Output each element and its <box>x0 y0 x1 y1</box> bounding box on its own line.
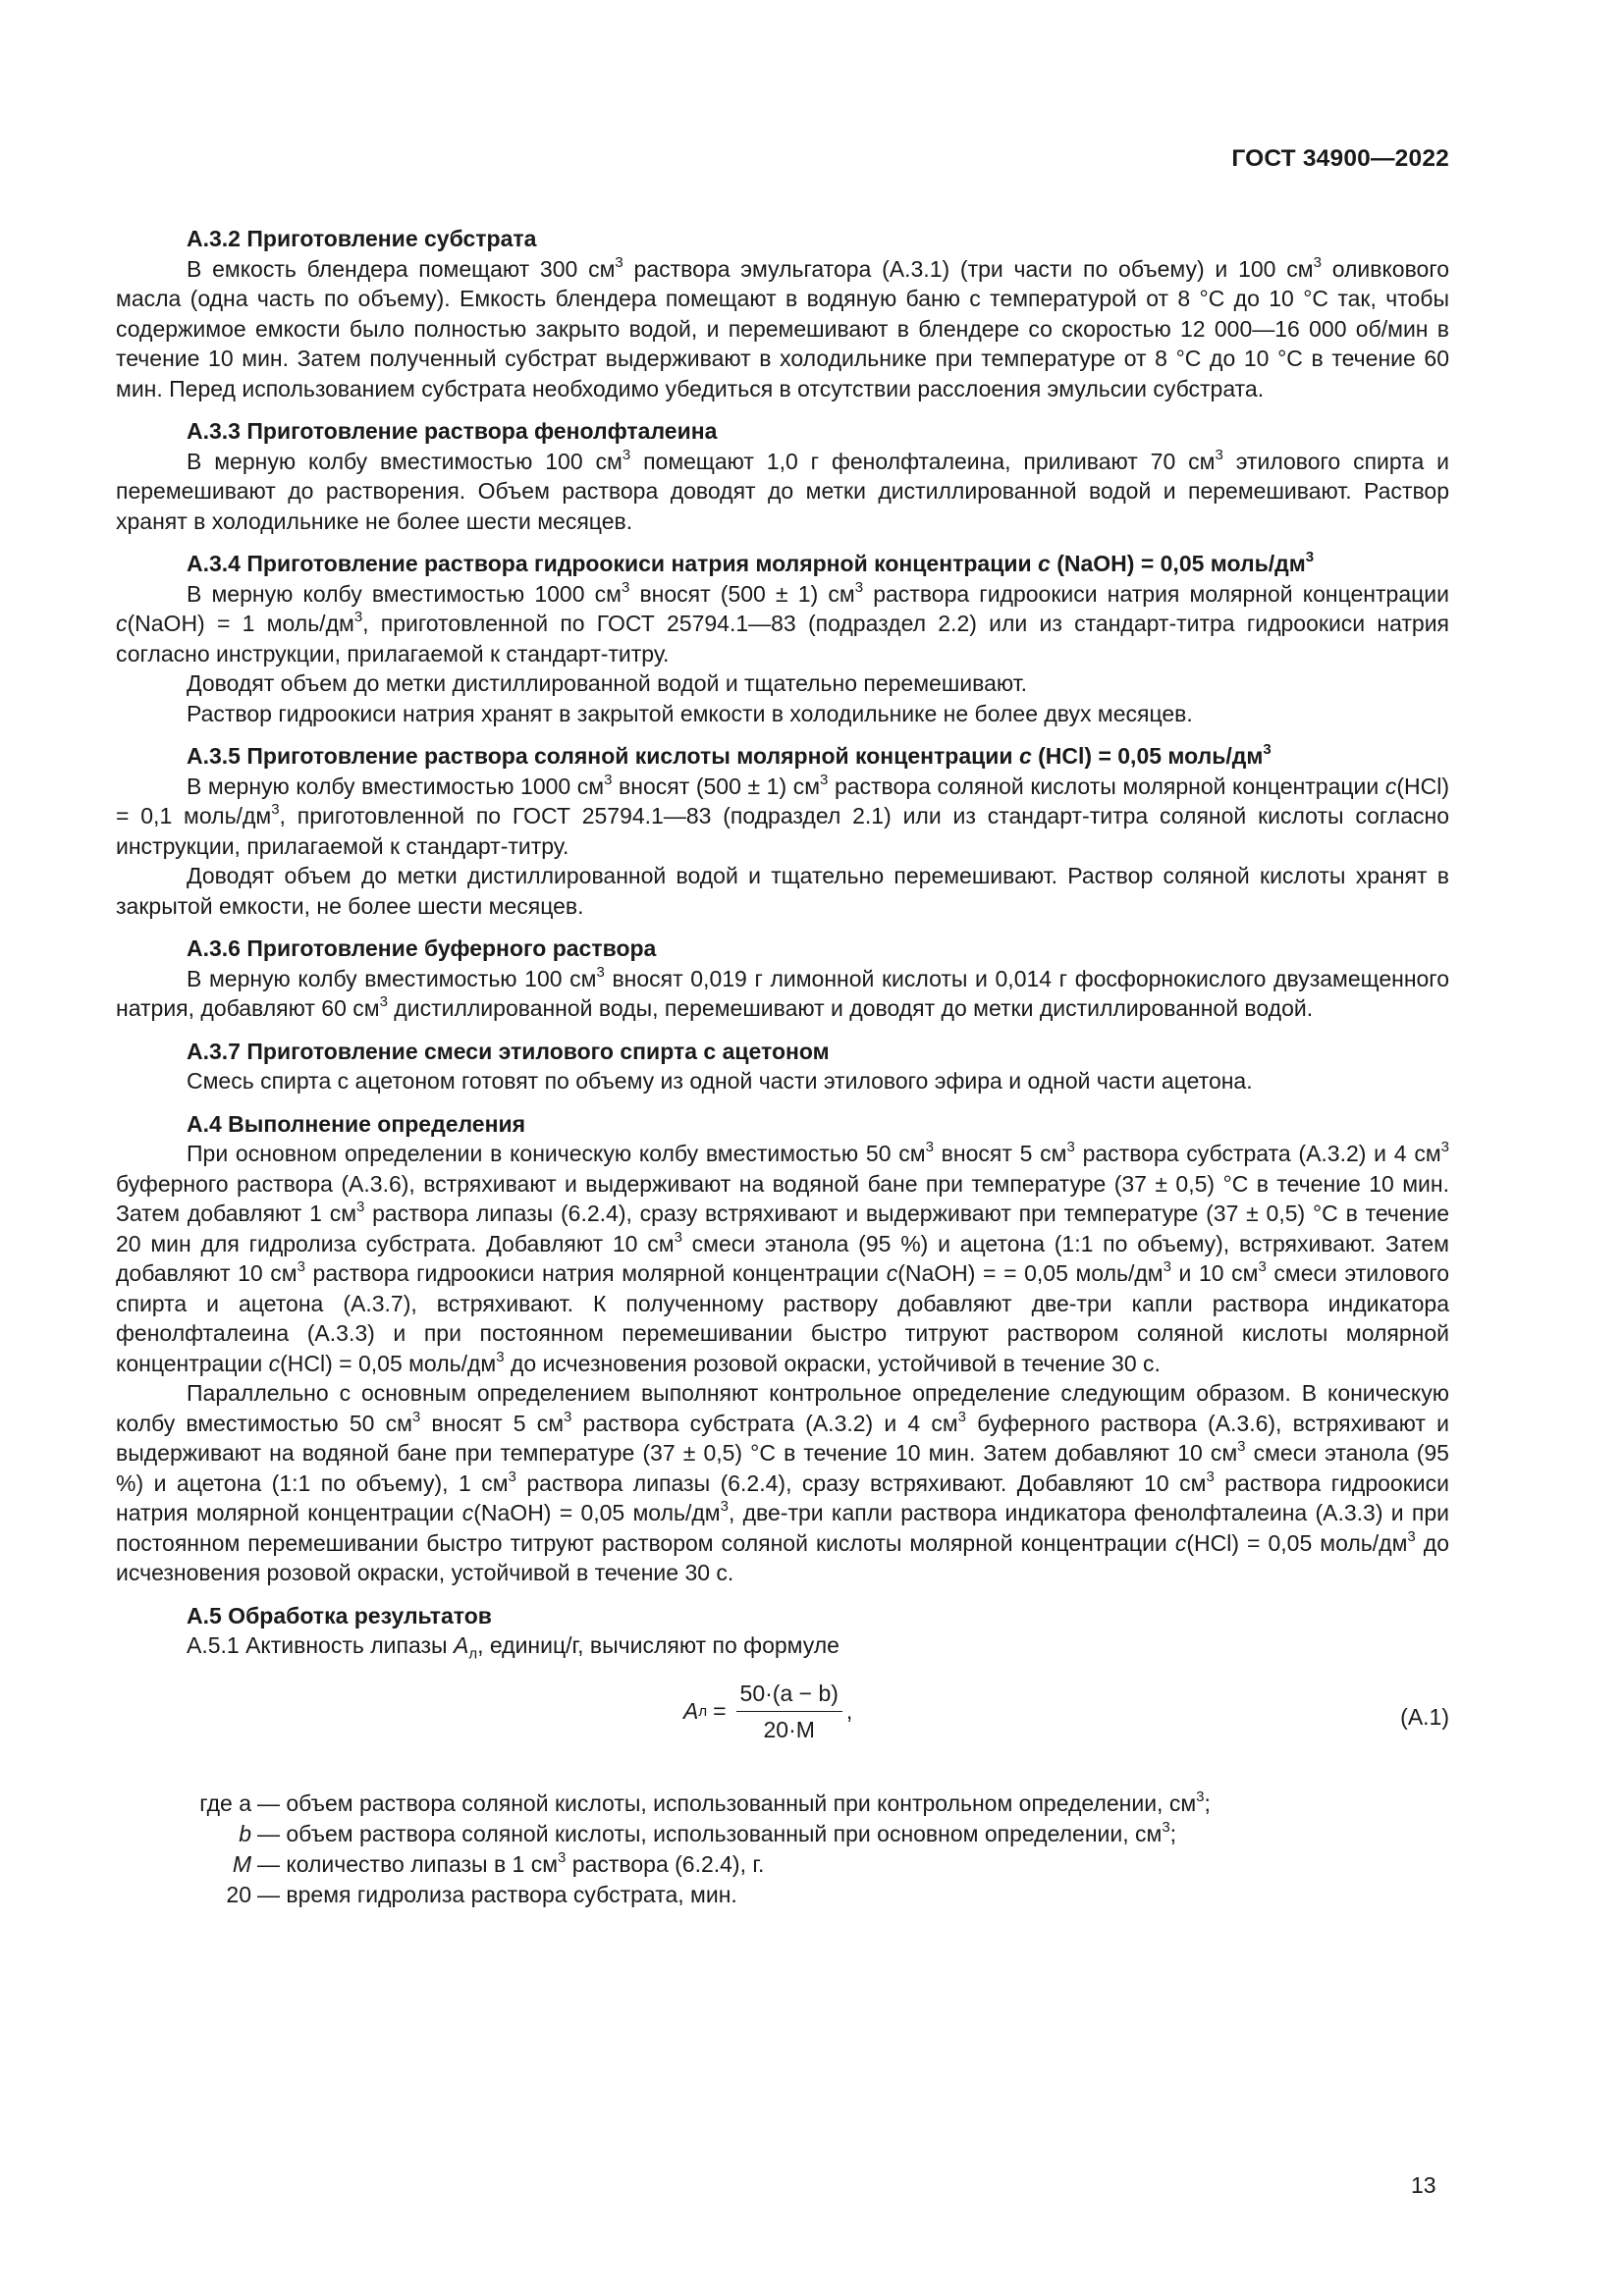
definition-symbol: 20 <box>226 1881 251 1907</box>
section-heading: А.3.2 Приготовление субстрата <box>187 226 537 251</box>
paragraph: Доводят объем до метки дистиллированной водой и тщательно перемешивают. <box>187 670 1027 696</box>
definition-item <box>116 1789 1449 1819</box>
paragraph: Доводят объем до метки дистиллированной водой и тщательно перемешивают. Раствор соляной кислоты хранят в закрытой емкости, не более шести месяцев. <box>116 863 1449 919</box>
paragraph: Смесь спирта с ацетоном готовят по объему из одной части этилового эфира и одной части ацетона. <box>187 1068 1253 1094</box>
paragraph: В мерную колбу вместимостью 1000 $см^3$ вносят (500 ± 1) $см^3$ раствора соляной кислоты молярной концентрации с(HCl) = 0,1 моль/$дм^3$, приготовленной по ГОСТ 25794.1—83 (подраздел 2.1) или из стандарт-титра соляной кислоты согласно инструкции, прилагаемой к стандарт-титру. <box>116 771 1449 859</box>
definition-item <box>116 1880 1449 1910</box>
definition-item <box>116 1849 1449 1880</box>
formula-numerator: 50·(a − b) <box>736 1679 842 1713</box>
paragraph: А.5.1 Активность липазы $А_л$, единиц/г, вычисляют по формуле <box>187 1632 839 1663</box>
formula: А л = $\frac{50\cdot(a - b)}{20\cdot M}$ , <box>683 1679 852 1745</box>
document-body <box>116 224 1449 1910</box>
document-header: ГОСТ 34900—2022 <box>1231 145 1449 172</box>
paragraph: При основном определении в коническую колбу вместимостью 50 $см^3$ вносят 5 $см^3$ раствора субстрата (А.3.2) и 4 $см^3$ буферного раствора (А.3.6), встряхивают и выдерживают на водяной бане при температуре (37 ± 0,5) °С в течение 10 мин. Затем добавляют 1 $см^3$ раствора липазы (6.2.4), сразу встряхивают и выдерживают при температуре (37 ± 0,5) °С в течение 20 мин для гидролиза субстрата. Добавляют 10 $см^3$ смеси этанола (95 %) и ацетона (1:1 по объему), встряхивают. Затем добавляют 10 $см^3$ раствора гидроокиси натрия молярной концентрации с(NaOH) = = 0,05 моль/$дм^3$ и 10 $см^3$ смеси этилового спирта и ацетона (А.3.7), встряхивают. К полученному раствору добавляют две-три капли раствора индикатора фенолфталеина (А.3.3) и при постоянном перемешивании быстро титруют раствором соляной кислоты молярной концентрации с(HCl) = 0,05 моль/$дм^3$ до исчезновения розовой окраски, устойчивой в течение 30 с. <box>116 1139 1449 1376</box>
definition-text: — объем раствора соляной кислоты, использованный при основном определении, $см^3$; <box>257 1818 1177 1846</box>
section-heading: А.3.7 Приготовление смеси этилового спирта с ацетоном <box>187 1038 830 1064</box>
definition-symbol: M <box>232 1850 251 1877</box>
paragraph: Параллельно с основным определением выполняют контрольное определение следующим образом. В коническую колбу вместимостью 50 $см^3$ вносят 5 $см^3$ раствора субстрата (А.3.2) и 4 $см^3$ буферного раствора (А.3.6), встряхивают и выдерживают на водяной бане при температуре (37 ± 0,5) °С в течение 10 мин. Затем добавляют 10 $см^3$ смеси этанола (95 %) и ацетона (1:1 по объему), 1 $см^3$ раствора липазы (6.2.4), сразу встряхивают. Добавляют 10 $см^3$ раствора гидроокиси натрия молярной концентрации с(NaOH) = 0,05 моль/$дм^3$, две-три капли раствора индикатора фенолфталеина (А.3.3) и при постоянном перемешивании быстро титруют раствором соляной кислоты молярной концентрации с(HCl) = 0,05 моль/$дм^3$ до исчезновения розовой окраски, устойчивой в течение 30 с. <box>116 1380 1450 1585</box>
paragraph: В емкость блендера помещают 300 $см^3$ раствора эмульгатора (А.3.1) (три части по объему) и 100 $см^3$ оливкового масла (одна часть по объему). Емкость блендера помещают в водяную баню с температурой от 8 °С до 10 °С так, чтобы содержимое емкости было полностью закрыто водой, и перемешивают в блендере со скоростью 12 000—16 000 об/мин в течение 10 мин. Затем полученный субстрат выдерживают в холодильнике при температуре от 8 °С до 10 °С в течение 60 мин. Перед использованием субстрата необходимо убедиться в отсутствии расслоения эмульсии субстрата. <box>116 253 1450 401</box>
formula-number: (А.1) <box>1400 1703 1449 1730</box>
section-heading: А.3.6 Приготовление буферного раствора <box>187 935 657 961</box>
definition-text: — количество липазы в 1 $см^3$ раствора (6.2.4), г. <box>257 1848 765 1877</box>
definition-symbol: b <box>239 1820 251 1846</box>
paragraph: Раствор гидроокиси натрия хранят в закрытой емкости в холодильнике не более двух месяцев. <box>187 700 1193 726</box>
formula-tail: , <box>845 1698 853 1725</box>
formula-denominator: 20·M <box>763 1717 815 1742</box>
formula-equals: = <box>713 1698 727 1725</box>
section-heading: А.3.4 Приготовление раствора гидроокиси натрия молярной концентрации с (NaOH) = 0,05 моль/$дм^3$ <box>187 549 1315 576</box>
definition-item <box>116 1819 1449 1849</box>
definition-text: — объем раствора соляной кислоты, использованный при контрольном определении, $см^3$; <box>257 1788 1211 1816</box>
definition-text: — время гидролиза раствора субстрата, мин. <box>257 1881 737 1907</box>
section-heading: А.3.3 Приготовление раствора фенолфталеина <box>187 418 718 444</box>
formula-lhs: А <box>683 1698 699 1725</box>
paragraph: В мерную колбу вместимостью 1000 $см^3$ вносят (500 ± 1) $см^3$ раствора гидроокиси натрия молярной концентрации с(NaOH) = 1 моль/$дм^3$, приготовленной по ГОСТ 25794.1—83 (подраздел 2.2) или из стандарт-титра гидроокиси натрия согласно инструкции, прилагаемой к стандарт-титру. <box>116 578 1449 667</box>
section-heading: А.3.5 Приготовление раствора соляной кислоты молярной концентрации с (HCl) = 0,05 моль/$дм^3$ <box>187 741 1272 769</box>
formula-block <box>116 1671 1449 1781</box>
definition-symbol: где a <box>199 1789 251 1816</box>
paragraph: В мерную колбу вместимостью 100 $см^3$ вносят 0,019 г лимонной кислоты и 0,014 г фосфорнокислого двузамещенного натрия, добавляют 60 $см^3$ дистиллированной воды, перемешивают и доводят до метки дистиллированной водой. <box>116 963 1449 1021</box>
section-heading: А.5 Обработка результатов <box>187 1602 492 1629</box>
formula-fraction <box>736 1679 842 1745</box>
section-heading: А.4 Выполнение определения <box>187 1110 526 1137</box>
paragraph: В мерную колбу вместимостью 100 $см^3$ помещают 1,0 г фенолфталеина, приливают 70 $см^3$ этилового спирта и перемешивают до растворения. Объем раствора доводят до метки дистиллированной водой и перемешивают. Раствор хранят в холодильнике не более шести месяцев. <box>116 446 1449 534</box>
definitions-list <box>116 1789 1449 1910</box>
page-number: 13 <box>1411 2172 1436 2198</box>
